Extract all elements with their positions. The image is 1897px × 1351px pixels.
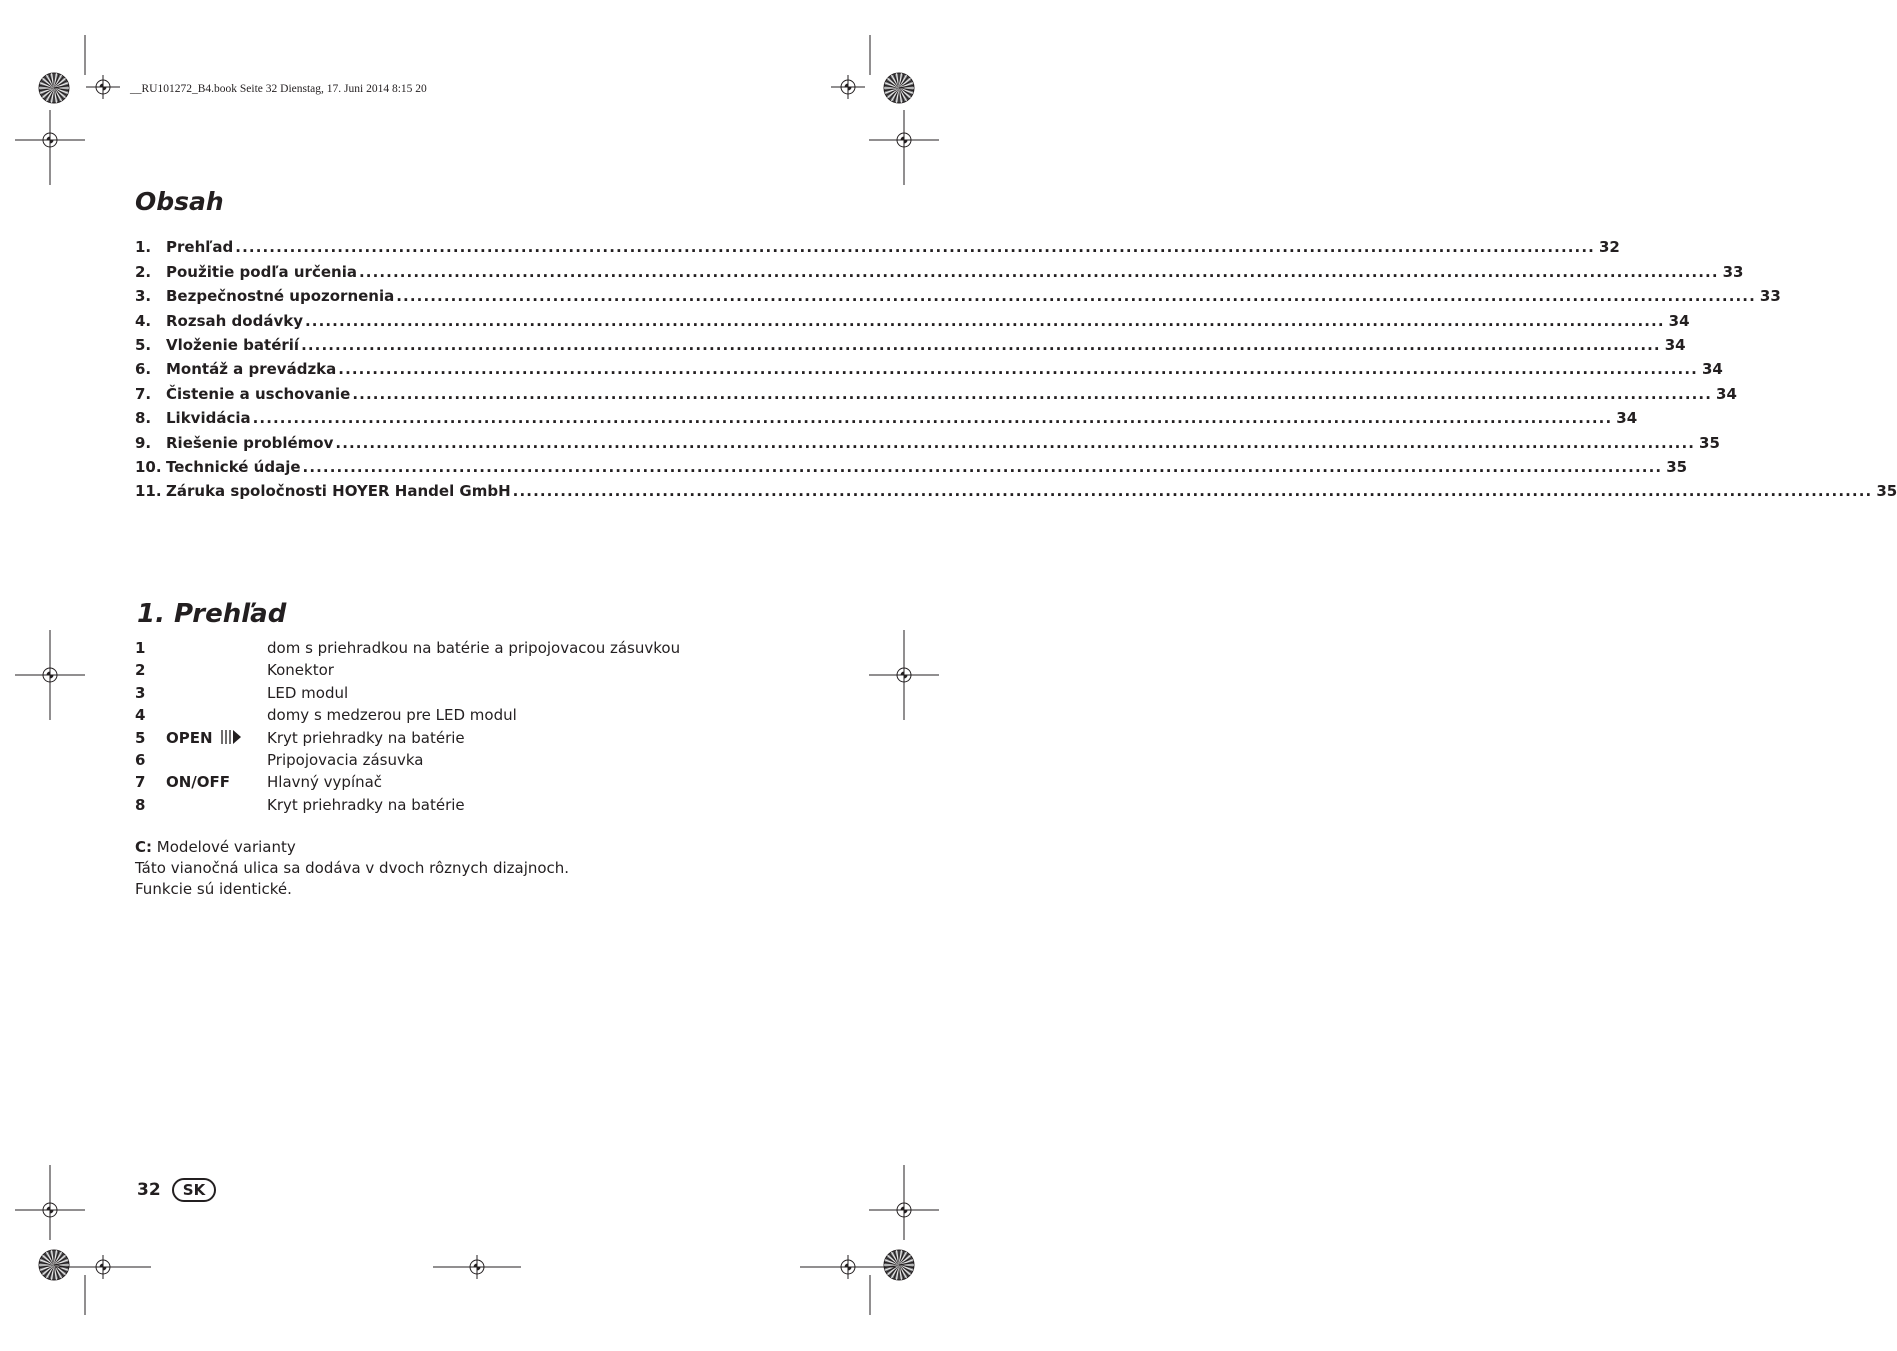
legend-item-number: 1: [135, 639, 146, 657]
toc-leader-dots: ........................................................................................................................................................................................................: [252, 409, 1613, 428]
registration-crosshair-icon: [55, 1255, 151, 1279]
toc-item-page: 33: [1722, 262, 1744, 281]
variants-line: [135, 837, 296, 858]
toc-item-number: 6.: [135, 360, 152, 379]
toc-item-number: 10.: [135, 457, 162, 476]
country-code-badge: SK: [172, 1178, 216, 1202]
toc-item[interactable]: [135, 305, 1690, 330]
toc-item-number: 5.: [135, 335, 152, 354]
registration-crosshair-icon: [433, 1255, 521, 1279]
open-arrow-icon: [219, 729, 243, 745]
toc-item-number: 11.: [135, 482, 162, 501]
toc-leader-dots: ........................................................................................................................................................................................................: [335, 433, 1696, 452]
section-title: 1. Prehľad: [137, 599, 287, 629]
color-target-icon: [884, 1250, 914, 1280]
legend-item-description: domy s medzerou pre LED modul: [267, 706, 517, 725]
toc-item-title: Záruka spoločnosti HOYER Handel GmbH: [166, 482, 511, 501]
toc-item-title: Rozsah dodávky: [166, 311, 303, 330]
variants-title: Modelové varianty: [156, 838, 296, 856]
legend-item-description: Konektor: [267, 661, 334, 680]
toc-item-title: Vloženie batérií: [166, 335, 300, 354]
color-target-icon: [39, 73, 69, 103]
toc-item-title: Čistenie a uschovanie: [166, 384, 351, 403]
legend-item-number: 4: [135, 706, 146, 725]
toc-item[interactable]: [135, 256, 1744, 281]
toc-item-number: 1.: [135, 238, 152, 257]
toc-item[interactable]: [135, 330, 1686, 354]
toc-leader-dots: ........................................................................................................................................................................................................: [302, 457, 1663, 476]
toc-leader-dots: ........................................................................................................................................................................................................: [396, 287, 1756, 306]
toc-item-page: 33: [1759, 287, 1781, 306]
legend-item-number: 5: [135, 728, 146, 747]
variants-description-1: Táto vianočná ulica sa dodáva v dvoch rôznych dizajnoch.: [135, 859, 570, 877]
toc-item-page: 34: [1716, 384, 1737, 403]
toc-item-title: Technické údaje: [166, 457, 301, 476]
toc-leader-dots: ........................................................................................................................................................................................................: [304, 311, 1665, 330]
toc-leader-dots: ........................................................................................................................................................................................................: [512, 482, 1873, 501]
toc-item-title: Montáž a prevádzka: [166, 360, 337, 379]
registration-crosshair-icon: [86, 75, 120, 99]
print-header-info: __RU101272_B4.book Seite 32 Dienstag, 17. Juni 2014 8:15 20: [130, 83, 427, 95]
toc-item[interactable]: [135, 427, 1720, 452]
toc-item-title: Použitie podľa určenia: [166, 262, 357, 281]
toc-item[interactable]: [135, 232, 1620, 257]
toc-item-number: 7.: [135, 384, 152, 403]
toc-title: Obsah: [135, 187, 224, 216]
registration-crosshair-icon: [831, 75, 865, 99]
color-target-icon: [39, 1250, 69, 1280]
legend-item-key: [166, 771, 230, 793]
toc-item-title: Riešenie problémov: [166, 433, 334, 452]
legend-key-label: ON/OFF: [166, 773, 231, 792]
legend-item-number: 3: [135, 683, 146, 702]
legend-item-description: dom s priehradkou na batérie a pripojovacou zásuvkou: [267, 639, 681, 657]
toc-item-title: Likvidácia: [166, 409, 251, 428]
legend-item-description: Kryt priehradky na batérie: [267, 728, 465, 747]
toc-leader-dots: ........................................................................................................................................................................................................: [358, 262, 1719, 281]
legend-item-number: 6: [135, 750, 146, 769]
toc-item-page: 34: [1701, 360, 1723, 379]
toc-item-page: 35: [1666, 457, 1688, 476]
variants-label: C:: [135, 838, 153, 856]
toc-item-number: 4.: [135, 311, 152, 330]
registration-crosshair-icon: [800, 1255, 896, 1279]
toc-item[interactable]: [135, 403, 1638, 428]
legend-item-number: 8: [135, 795, 146, 814]
toc-item-title: Bezpečnostné upozornenia: [166, 287, 395, 306]
toc-item-number: 2.: [135, 262, 152, 281]
toc-item[interactable]: [135, 452, 1688, 476]
toc-item-title: Prehľad: [166, 238, 234, 257]
toc-leader-dots: ........................................................................................................................................................................................................: [352, 384, 1713, 403]
toc-item-number: 8.: [135, 409, 152, 428]
legend-item-key: [166, 727, 243, 749]
toc-leader-dots: ........................................................................................................................................................................................................: [235, 238, 1595, 257]
legend-item-description: Pripojovacia zásuvka: [267, 750, 424, 769]
table-of-contents: [135, 232, 1897, 501]
toc-item-page: 32: [1598, 238, 1620, 257]
toc-item-page: 34: [1664, 335, 1686, 354]
page-number: 32: [137, 1180, 161, 1200]
legend-item-description: LED modul: [267, 683, 349, 702]
legend-item-number: 2: [135, 661, 146, 680]
toc-item-number: 9.: [135, 433, 152, 452]
toc-item[interactable]: [135, 354, 1723, 379]
toc-item[interactable]: [135, 476, 1897, 501]
toc-item-page: 34: [1616, 409, 1638, 428]
toc-item[interactable]: [135, 378, 1737, 403]
toc-leader-dots: ........................................................................................................................................................................................................: [301, 335, 1661, 354]
variants-description-2: Funkcie sú identické.: [135, 880, 292, 898]
legend-item-description: Hlavný vypínač: [267, 773, 383, 792]
toc-item[interactable]: [135, 281, 1781, 306]
toc-leader-dots: ........................................................................................................................................................................................................: [338, 360, 1698, 379]
legend-key-label: OPEN: [166, 728, 213, 747]
legend-item-description: Kryt priehradky na batérie: [267, 795, 465, 814]
toc-item-page: 35: [1699, 433, 1720, 452]
legend-item-number: 7: [135, 773, 146, 792]
toc-item-page: 35: [1876, 482, 1897, 501]
toc-item-number: 3.: [135, 287, 152, 306]
color-target-icon: [884, 73, 914, 103]
toc-item-page: 34: [1668, 311, 1690, 330]
